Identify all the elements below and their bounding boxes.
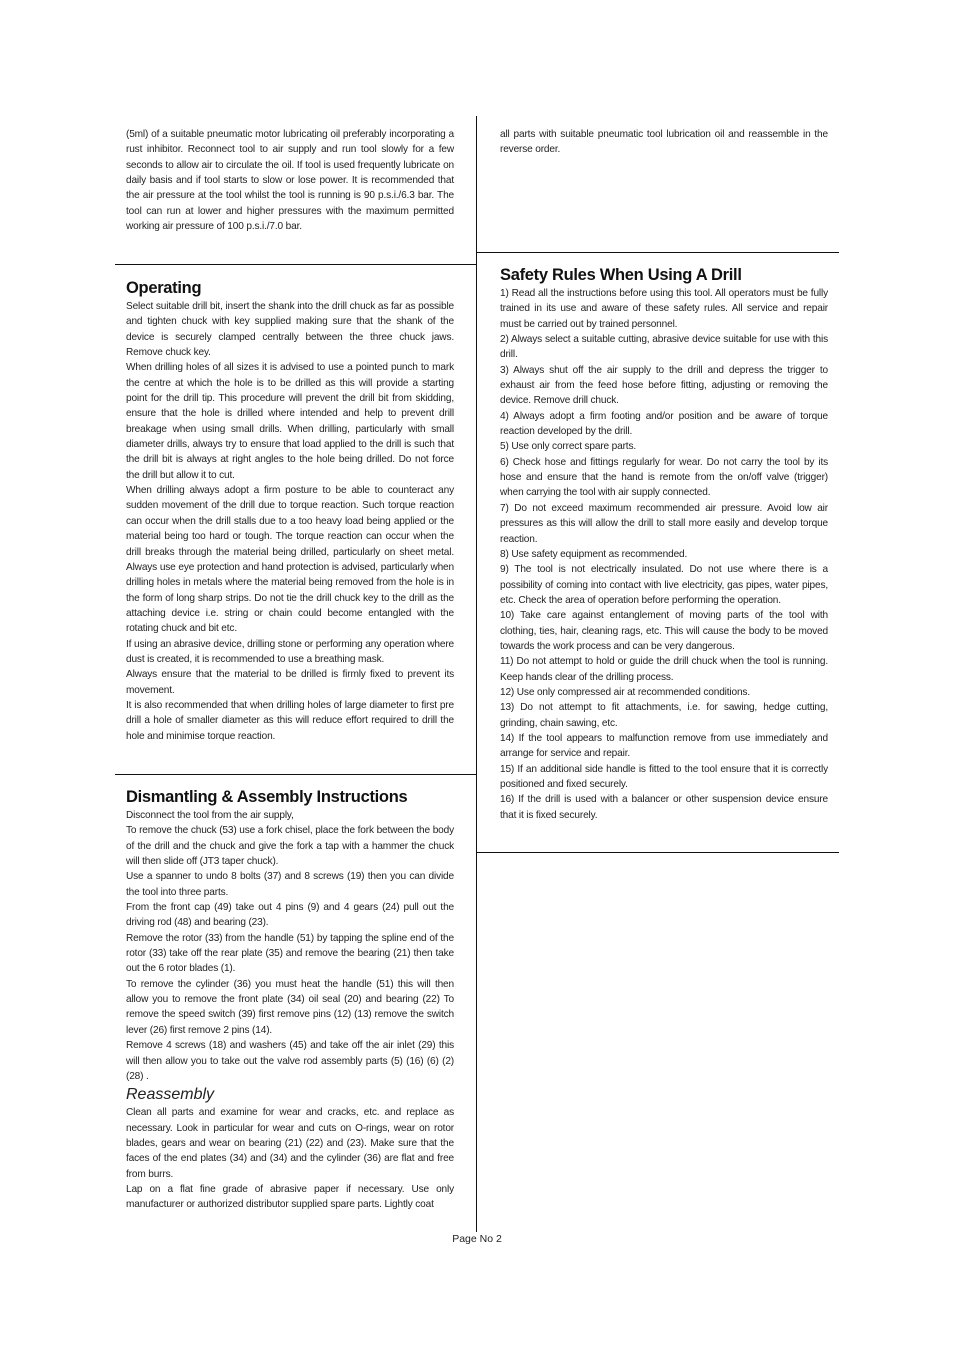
operating-paragraph: Always ensure that the material to be drilled is firmly fixed to prevent its movement.: [126, 669, 454, 696]
lubrication-continued: [126, 127, 454, 234]
safety-section: [500, 266, 828, 823]
safety-rule: 1) Read all the instructions before using this tool. All operators must be fully trained in its use and aware of these safety rules. All service and repair must be carried out by trained personnel.: [500, 288, 828, 330]
intro-paragraph: (5ml) of a suitable pneumatic motor lubricating oil preferably incorporating a rust inhibitor. Reconnect tool to air supply and run tool slowly for a few seconds to allow air to circulate the oil. If tool is used frequently lubricate on daily basis and if tool starts to slow or lose power. It is recommended that the air pressure at the tool whilst the tool is running is 90 p.s.i./6.3 bar. The tool can run at lower and higher pressures with the maximum permitted working air pressure of 100 p.s.i./7.0 bar.: [126, 129, 454, 233]
reassembly-continued: [500, 127, 828, 158]
left-divider-1: [115, 264, 476, 265]
safety-heading: Safety Rules When Using A Drill: [500, 266, 742, 284]
right-divider-2: [477, 852, 839, 853]
dismantling-heading: Dismantling & Assembly Instructions: [126, 788, 408, 806]
safety-rule: 5) Use only correct spare parts.: [500, 441, 637, 453]
safety-rule: 11) Do not attempt to hold or guide the drill chuck when the tool is running. Keep hands clear of the drilling process.: [500, 656, 828, 683]
dismantling-paragraph: Remove the rotor (33) from the handle (51) by tapping the spline end of the rotor (33) take off the rear plate (35) and remove the bearing (21) then take out the 6 rotor blades (1).: [126, 932, 454, 975]
safety-rule: 10) Take care against entanglement of moving parts of the tool with clothing, ties, hair, cleaning rags, etc. This will cause the body to be moved towards the work process and can be very dangerous.: [500, 610, 828, 652]
dismantling-section: [126, 788, 454, 1213]
operating-paragraph: When drilling always adopt a firm posture to be able to counteract any sudden movement of the drill due to torque reaction. Such torque reaction can occur when the drill stalls due to a too heavy load being applied or the material being too hard or tough. The torque reaction can occur when the drill breaks through the material being drilled, particularly on sheet metal. Always use eye protection and hand protection is advised, particularly when drilling holes in metals where the material being removed from the hole is in the form of long sharp strips. Do not tie the drill chuck key to the drill as the attaching device i.e. string or chain could become entangled with the rotating chuck and bit etc.: [126, 485, 454, 635]
safety-rule: 7) Do not exceed maximum recommended air pressure. Avoid low air pressures as this will allow the drill to stall more easily and develop torque reaction.: [500, 502, 828, 545]
reassembly-heading: Reassembly: [126, 1086, 215, 1104]
operating-heading: Operating: [126, 279, 202, 297]
left-divider-2: [115, 774, 476, 775]
operating-paragraph: When drilling holes of all sizes it is advised to use a pointed punch to mark the centre at which the hole is to be drilled as this will provide a starting point for the drill tip. This procedure will prevent the drill bit from skidding, ensure that the hole is drilled where intended and help to prevent drill breakage when using small drills. When drilling, particularly with small diameter drills, always try to ensure that load applied to the drill is such that the drill bit is always at right angles to the hole being drilled. Do not force the drill but allow it to cut.: [126, 362, 454, 481]
intro-paragraph: all parts with suitable pneumatic tool lubrication oil and reassemble in the reverse order.: [500, 129, 828, 156]
dismantling-paragraph: Remove 4 screws (18) and washers (45) and take off the air inlet (29) this will then allow you to take out the valve rod assembly parts (5) (16) (6) (2) (28) .: [126, 1040, 454, 1082]
safety-rule: 8) Use safety equipment as recommended.: [500, 548, 688, 560]
safety-rule: 14) If the tool appears to malfunction remove from use immediately and arrange for service and repair.: [500, 732, 828, 760]
safety-rule: 16) If the drill is used with a balancer or other suspension device ensure that it is fixed securely.: [500, 794, 828, 821]
operating-paragraph: Select suitable drill bit, insert the shank into the drill chuck as far as possible and tighten chuck with key supplied making sure that the shank of the device is securely clamped centrally between the three chuck jaws. Remove chuck key.: [126, 301, 454, 359]
page-number: Page No 2: [452, 1233, 502, 1245]
dismantling-paragraph: Disconnect the tool from the air supply,: [126, 810, 294, 821]
operating-section: [126, 279, 454, 744]
reassembly-paragraph: Clean all parts and examine for wear and cracks, etc. and replace as necessary. Look in particular for wear and cuts on O-rings, wear on rotor blades, gears and wear on bearing (21) (22) and (23). Make sure that the faces of the end plates (34) and (34) and the cylinder (36) are flat and free from burrs.: [126, 1107, 454, 1180]
dismantling-paragraph: From the front cap (49) take out 4 pins (9) and 4 gears (24) pull out the driving rod (48) and bearing (23).: [126, 902, 454, 929]
dismantling-paragraph: To remove the cylinder (36) you must heat the handle (51) this will then allow you to remove the front plate (34) oil seal (20) and bearing (22) To remove the speed switch (39) first remove pins (12) (13) remove the switch lever (26) first remove 2 pins (14).: [126, 978, 454, 1036]
safety-rule: 15) If an additional side handle is fitted to the tool ensure that it is correctly positioned and fixed securely.: [500, 763, 828, 790]
reassembly-paragraph: Lap on a flat fine grade of abrasive paper if necessary. Use only manufacturer or authorized distributor supplied spare parts. Lightly coat: [126, 1183, 454, 1211]
safety-rule: 3) Always shut off the air supply to the drill and depress the trigger to exhaust air from the feed hose before fitting, adjusting or removing the device. Remove drill chuck.: [500, 364, 828, 407]
operating-paragraph: If using an abrasive device, drilling stone or performing any operation where dust is created, it is recommended to use a breathing mask.: [126, 638, 454, 665]
safety-rule: 9) The tool is not electrically insulated. Do not use where there is a possibility of coming into contact with live electricity, gas pipes, water pipes, etc. Check the area of operation before performing the operation.: [500, 564, 828, 606]
operating-paragraph: It is also recommended that when drilling holes of large diameter to first pre drill a hole of smaller diameter as this will reduce effort required to drill the hole and minimise torque reaction.: [126, 699, 454, 742]
dismantling-paragraph: Use a spanner to undo 8 bolts (37) and 8 screws (19) then you can divide the tool into three parts.: [126, 871, 454, 898]
safety-rule: 2) Always select a suitable cutting, abrasive device suitable for use with this drill.: [500, 334, 828, 361]
column-divider: [476, 116, 477, 1232]
safety-rule: 13) Do not attempt to fit attachments, i.e. for sawing, hedge cutting, grinding, chain sawing, etc.: [500, 702, 828, 729]
safety-rule: 12) Use only compressed air at recommended conditions.: [500, 686, 750, 698]
dismantling-paragraph: To remove the chuck (53) use a fork chisel, place the fork between the body of the drill and the chuck and give the fork a tap with a hammer the chuck will then slide off (JT3 taper chuck).: [126, 825, 454, 868]
right-divider-1: [477, 252, 839, 253]
safety-rule: 4) Always adopt a firm footing and/or position and be aware of torque reaction developed by the drill.: [500, 410, 828, 438]
safety-rule: 6) Check hose and fittings regularly for wear. Do not carry the tool by its hose and ensure that the hand is remote from the on/off valve (trigger) when carrying the tool with air supply connected.: [500, 456, 828, 499]
